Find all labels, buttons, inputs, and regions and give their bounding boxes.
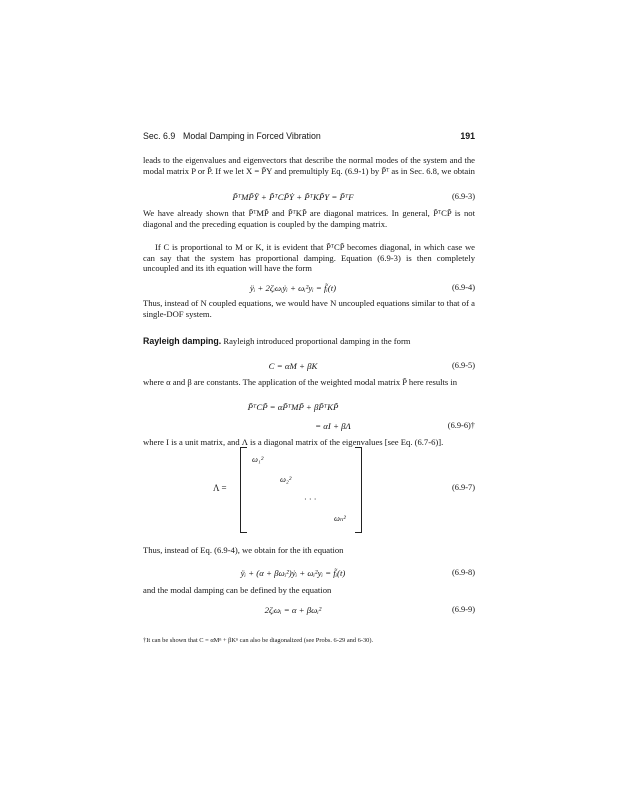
- matrix-dots: · · ·: [304, 495, 317, 504]
- equation-6-9-3: [143, 192, 475, 204]
- paragraph-7: where I is a unit matrix, and Λ is a diagonal matrix of the eigenvalues [see Eq. (6.7-6)].: [143, 437, 444, 447]
- equation-expression: P̃ᵀCP̃ = αP̃ᵀMP̃ + βP̃ᵀKP̃: [247, 402, 339, 412]
- equation-6-9-6b: [143, 421, 475, 433]
- equation-number: (6.9-9): [451, 605, 475, 614]
- section-title: Modal Damping in Forced Vibration: [183, 131, 321, 141]
- lambda-symbol: Λ =: [213, 483, 227, 493]
- matrix-element-nn: ωₙ²: [334, 514, 346, 523]
- equation-number: (6.9-6)†: [447, 421, 475, 430]
- equation-expression: 2ζᵢωᵢ = α + βωᵢ²: [264, 605, 322, 615]
- paragraph-4: Thus, instead of N coupled equations, we would have N uncoupled equations similar to that of a single-DOF system.: [143, 298, 475, 319]
- equation-6-9-6a: [143, 402, 475, 414]
- paragraph-3: If C is proportional to M or K, it is evident that P̃ᵀCP̃ becomes diagonal, in which case we can say that the system has proportional damping. Equation (6.9-3) is then completely uncoupled and its ith equation will have the form: [143, 242, 475, 274]
- equation-number: (6.9-3): [451, 192, 475, 201]
- rayleigh-heading: Rayleigh damping.: [143, 336, 222, 346]
- footnote: †It can be shown that C = αMⁿ + βKⁿ can also be diagonalized (see Probs. 6-29 and 6-30).: [143, 637, 374, 644]
- paragraph-2: We have already shown that P̃ᵀMP̃ and P̃ᵀKP̃ are diagonal matrices. In general, P̃ᵀCP̃ is not diagonal and the preceding equation is coupled by the damping matrix.: [143, 208, 475, 229]
- equation-number: (6.9-7): [451, 483, 475, 492]
- matrix-element-11: ω₁²: [252, 455, 264, 464]
- equation-number: (6.9-8): [451, 568, 475, 577]
- equation-expression: P̃ᵀMP̃Ÿ + P̃ᵀCP̃Ẏ + P̃ᵀKP̃Y = P̃ᵀF: [232, 192, 354, 202]
- equation-expression: ÿᵢ + (α + βωᵢ²)ẏᵢ + ωᵢ²yᵢ = f̃ᵢ(t): [240, 568, 346, 578]
- equation-6-9-4: [143, 283, 475, 295]
- paragraph-5-text: Rayleigh introduced proportional damping in the form: [223, 336, 411, 346]
- equation-number: (6.9-5): [451, 361, 475, 370]
- paragraph-8: Thus, instead of Eq. (6.9-4), we obtain for the ith equation: [143, 545, 344, 555]
- section-label: Sec. 6.9: [143, 131, 176, 141]
- equation-expression: ÿᵢ + 2ζᵢωᵢẏᵢ + ωᵢ²yᵢ = f̃ᵢ(t): [249, 283, 337, 293]
- paragraph-5: [143, 336, 475, 347]
- paragraph-9: and the modal damping can be defined by the equation: [143, 585, 332, 595]
- equation-number: (6.9-4): [451, 283, 475, 292]
- equation-6-9-7: [143, 483, 475, 495]
- paragraph-1: leads to the eigenvalues and eigenvectors that describe the normal modes of the system and the modal matrix P or P̃. If we let X = P̃Y and premultiply Eq. (6.9-1) by P̃ᵀ as in Sec. 6.8, we obtain: [143, 155, 475, 176]
- page-number: 191: [460, 131, 475, 141]
- paragraph-6: where α and β are constants. The application of the weighted modal matrix P̃ here results in: [143, 377, 458, 387]
- equation-6-9-8: [143, 568, 475, 580]
- equation-6-9-5: [143, 361, 475, 373]
- equation-expression: = αI + βΛ: [315, 421, 351, 431]
- equation-6-9-9: [143, 605, 475, 617]
- matrix-element-22: ω₂²: [280, 475, 292, 484]
- equation-expression: C = αM + βK: [268, 361, 318, 371]
